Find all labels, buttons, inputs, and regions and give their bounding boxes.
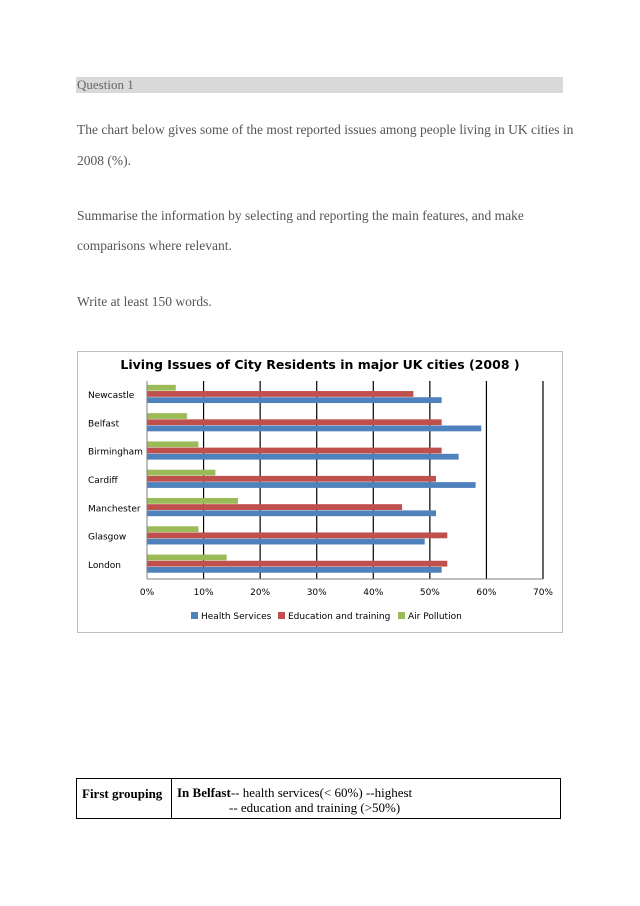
bar-air-pollution [148, 470, 216, 476]
category-label: Glasgow [88, 532, 127, 543]
prompt-line-3: Summarise the information by selecting and reporting the main features, and make [77, 208, 524, 223]
prompt-line-4: comparisons where relevant. [77, 238, 232, 253]
table-city: In Belfast [177, 785, 231, 800]
legend-swatch [398, 612, 405, 619]
x-tick-label: 60% [476, 588, 497, 598]
question-header: Question 1 [76, 77, 563, 93]
legend-label: Health Services [201, 612, 272, 622]
x-tick-label: 50% [419, 588, 440, 598]
prompt-line-2: 2008 (%). [77, 153, 131, 168]
category-label: Belfast [88, 419, 120, 430]
chart-title: Living Issues of City Residents in major UK cities (2008 ) [120, 357, 520, 372]
table-content-cell [172, 779, 560, 818]
prompt-line-1: The chart below gives some of the most reported issues among people living in UK cities in [77, 122, 574, 137]
bar-health-services [148, 510, 437, 516]
prompt-line-5: Write at least 150 words. [77, 294, 212, 309]
bar-health-services [148, 539, 425, 545]
table-line-1-rest: -- health services(< 60%) --highest [230, 785, 413, 800]
bar-education-and-training [148, 532, 448, 538]
bar-health-services [148, 397, 442, 403]
bar-education-and-training [148, 476, 437, 482]
table-line-1 [177, 785, 560, 800]
table-header-cell: First grouping [77, 779, 172, 818]
bar-health-services [148, 454, 459, 460]
category-label: Cardiff [88, 476, 118, 486]
legend-label: Air Pollution [408, 612, 462, 622]
bar-air-pollution [148, 385, 176, 391]
table-line-2: -- education and training (>50%) [229, 800, 401, 815]
x-tick-label: 20% [250, 588, 271, 598]
x-tick-label: 30% [306, 588, 327, 598]
bar-education-and-training [148, 391, 414, 397]
x-tick-label: 70% [532, 588, 554, 598]
bar-health-services [148, 482, 476, 488]
chart-container [77, 351, 563, 633]
bar-health-services [148, 567, 442, 573]
legend-swatch [278, 612, 285, 619]
bar-air-pollution [148, 555, 227, 561]
category-label: Birmingham [88, 447, 143, 458]
x-tick-label: 0% [139, 588, 155, 598]
bar-education-and-training [148, 561, 448, 567]
bar-education-and-training [148, 504, 403, 510]
bar-chart [78, 352, 562, 632]
category-label: London [88, 560, 121, 571]
bar-air-pollution [148, 441, 199, 447]
x-tick-label: 40% [363, 588, 384, 598]
legend-swatch [191, 612, 198, 619]
category-label: Manchester [88, 504, 141, 515]
bar-air-pollution [148, 413, 188, 419]
legend-label: Education and training [288, 612, 391, 622]
bar-education-and-training [148, 419, 442, 425]
category-label: Newcastle [88, 391, 135, 402]
x-tick-label: 10% [193, 588, 214, 598]
bar-education-and-training [148, 448, 442, 454]
grouping-table [76, 778, 561, 819]
bar-health-services [148, 426, 482, 432]
bar-air-pollution [148, 526, 199, 532]
bar-air-pollution [148, 498, 239, 504]
